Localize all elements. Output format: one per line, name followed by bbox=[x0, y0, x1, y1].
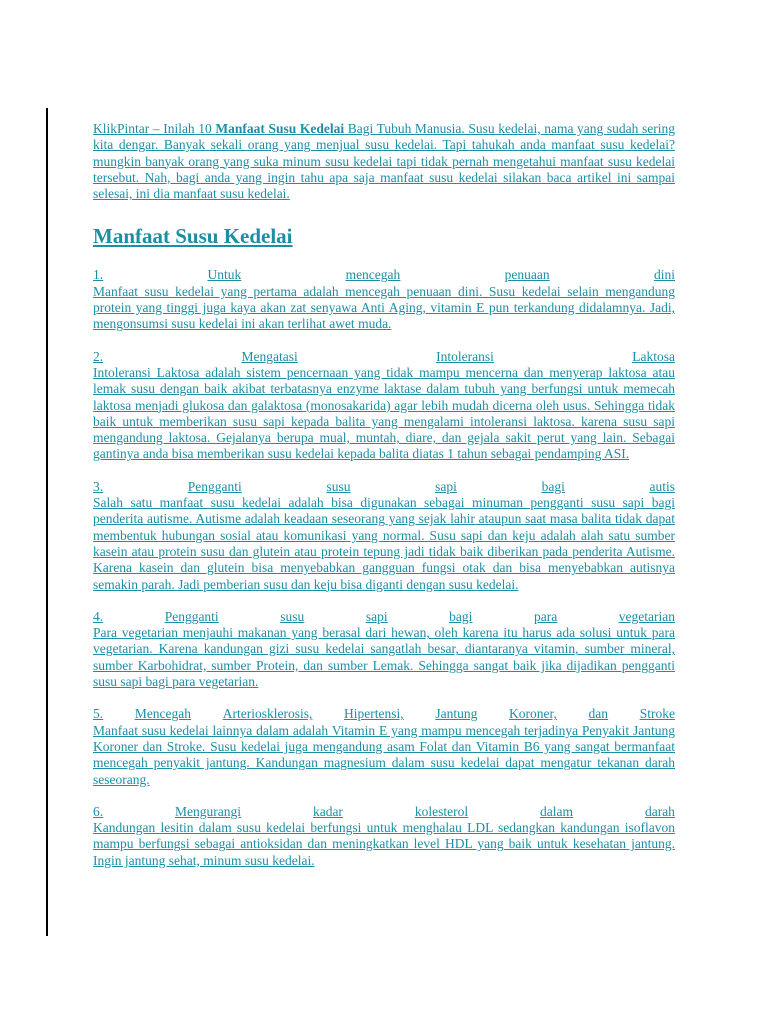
intro-paragraph[interactable] bbox=[93, 121, 675, 202]
benefit-title-word: Jantung bbox=[435, 706, 478, 722]
benefit-item bbox=[93, 804, 675, 869]
benefit-title-word: Untuk bbox=[207, 267, 242, 283]
benefit-title-word: darah bbox=[644, 803, 675, 819]
benefit-item-title[interactable] bbox=[93, 349, 675, 365]
benefit-item bbox=[93, 349, 675, 463]
benefit-item-title[interactable] bbox=[93, 267, 675, 283]
benefit-title-word: Stroke bbox=[639, 706, 675, 722]
benefit-title-word: kadar bbox=[312, 803, 343, 819]
benefit-item-title[interactable] bbox=[93, 479, 675, 495]
benefit-title-word: Pengganti bbox=[187, 478, 242, 494]
benefit-title-word: Laktosa bbox=[632, 348, 675, 364]
page-margin-line bbox=[46, 108, 48, 936]
benefit-title-word: 2. bbox=[93, 348, 104, 364]
intro-text: Bagi Tubuh Manusia. Susu kedelai, nama yang sudah sering kita dengar. Banyak sekali orang yang menjual susu kedelai. Tapi tahukah anda manfaat susu kedelai? mungkin banyak orang yang suka minum susu kedelai tapi tidak pernah mengetahui manfaat susu kedelai tersebut. Nah, bagi anda yang ingin tahu apa saja manfaat susu kedelai silakan baca artikel ini sampai selesai, ini dia manfaat susu kedelai. bbox=[93, 121, 675, 202]
benefit-item-title[interactable] bbox=[93, 609, 675, 625]
benefit-title-word: kolesterol bbox=[414, 803, 469, 819]
benefit-title-word: bagi bbox=[449, 608, 473, 624]
benefit-title-word: 5. bbox=[93, 706, 104, 722]
benefit-item bbox=[93, 479, 675, 593]
benefit-title-word: penuaan bbox=[504, 267, 550, 283]
benefit-title-word: sapi bbox=[365, 608, 388, 624]
benefit-title-word: Hipertensi, bbox=[344, 706, 404, 722]
document-body bbox=[93, 121, 675, 885]
benefit-title-word: Arteriosklerosis, bbox=[222, 706, 313, 722]
benefit-title-word: Koroner, bbox=[509, 706, 557, 722]
benefit-title-word: dini bbox=[653, 267, 675, 283]
benefit-title-word: Pengganti bbox=[164, 608, 219, 624]
benefit-item bbox=[93, 267, 675, 332]
benefit-title-word: susu bbox=[280, 608, 305, 624]
benefit-title-word: vegetarian bbox=[618, 608, 675, 624]
section-heading[interactable]: Manfaat Susu Kedelai bbox=[93, 224, 293, 249]
intro-lead: KlikPintar – Inilah 10 bbox=[93, 121, 216, 136]
intro-bold-title: Manfaat Susu Kedelai bbox=[215, 121, 345, 136]
benefit-title-word: 3. bbox=[93, 478, 104, 494]
benefit-title-word: Mengurangi bbox=[175, 803, 242, 819]
benefit-title-word: Mengatasi bbox=[241, 348, 298, 364]
benefit-item-text[interactable]: Manfaat susu kedelai yang pertama adalah mencegah penuaan dini. Susu kedelai selain mengandung protein yang tinggi juga kaya akan zat senyawa Anti Aging, vitamin E pun terkandung didalamnya. Jadi, mengonsumsi susu kedelai ini akan terlihat awet muda. bbox=[93, 283, 675, 332]
benefit-title-word: dan bbox=[588, 706, 609, 722]
benefit-item-text[interactable]: Intoleransi Laktosa adalah sistem pencernaan yang tidak mampu mencerna dan menyerap laktosa atau lemak susu dengan baik akibat terbatasnya enzyme laktase dalam tubuh yang berfungsi untuk memecah laktosa menjadi glukosa dan galaktosa (monosakarida) agar lebih mudah dicerna oleh usus. Sehingga tidak baik untuk memberikan susu sapi kepada balita yang mengalami intoleransi laktosa. karena susu sapi mengandung laktosa. Gejalanya berupa mual, muntah, diare, dan gejala sakit perut yang lain. Sebagai gantinya anda bisa memberikan susu kedelai kepada balita diatas 1 tahun sebagai pendamping ASI. bbox=[93, 364, 675, 462]
benefit-title-word: Intoleransi bbox=[436, 348, 494, 364]
benefit-item-title[interactable] bbox=[93, 706, 675, 722]
benefit-title-word: 6. bbox=[93, 803, 104, 819]
benefit-list bbox=[93, 267, 675, 869]
benefit-title-word: sapi bbox=[435, 478, 457, 494]
benefit-title-word: dalam bbox=[540, 803, 574, 819]
benefit-title-word: autis bbox=[649, 478, 675, 494]
benefit-item-title[interactable] bbox=[93, 804, 675, 820]
benefit-item bbox=[93, 706, 675, 787]
benefit-title-word: 4. bbox=[93, 608, 104, 624]
benefit-item-text[interactable]: Para vegetarian menjauhi makanan yang berasal dari hewan, oleh karena itu harus ada solusi untuk para vegetarian. Karena kandungan gizi susu kedelai sangatlah besar, diantaranya vitamin, sumber mineral, sumber Karbohidrat, sumber Protein, dan sumber Lemak. Sehingga sangat baik jika dijadikan pengganti susu sapi bagi para vegetarian. bbox=[93, 625, 675, 690]
benefit-title-word: para bbox=[533, 608, 558, 624]
benefit-title-word: susu bbox=[326, 478, 351, 494]
benefit-title-word: 1. bbox=[93, 267, 104, 283]
benefit-item-text[interactable]: Salah satu manfaat susu kedelai adalah bisa digunakan sebagai minuman pengganti susu sapi bagi penderita autisme. Autisme adalah keadaan seseorang yang sejak lahir ataupun saat masa balita tidak dapat membentuk hubungan sosial atau komunikasi yang normal. Susu sapi dan keju adalah alah satu sumber kasein atau protein susu dan glutein atau protein tepung jadi tidak baik diberikan pada penderita Autisme. Karena kasein dan glutein bisa menyebabkan gangguan fungsi otak dan bisa menyebabkan autisnya semakin parah. Jadi pemberian susu dan keju bisa diganti dengan susu kedelai. bbox=[93, 495, 675, 592]
benefit-title-word: bagi bbox=[541, 478, 565, 494]
benefit-item-text[interactable]: Kandungan lesitin dalam susu kedelai berfungsi untuk menghalau LDL sedangkan kandungan isoflavon mampu berfungsi sebagai antioksidan dan meningkatkan level HDL yang baik untuk kesehatan jantung. Ingin jantung sehat, minum susu kedelai. bbox=[93, 820, 675, 868]
benefit-title-word: Mencegah bbox=[134, 706, 192, 722]
benefit-item-text[interactable]: Manfaat susu kedelai lainnya dalam adalah Vitamin E yang mampu mencegah terjadinya Penyakit Jantung Koroner dan Stroke. Susu kedelai juga mengandung asam Folat dan Vitamin B6 yang sangat bermanfaat mencegah penyakit jantung. Kandungan magnesium dalam susu kedelai dapat mengatur tekanan darah seseorang. bbox=[93, 722, 675, 787]
benefit-item bbox=[93, 609, 675, 690]
benefit-title-word: mencegah bbox=[345, 267, 401, 283]
